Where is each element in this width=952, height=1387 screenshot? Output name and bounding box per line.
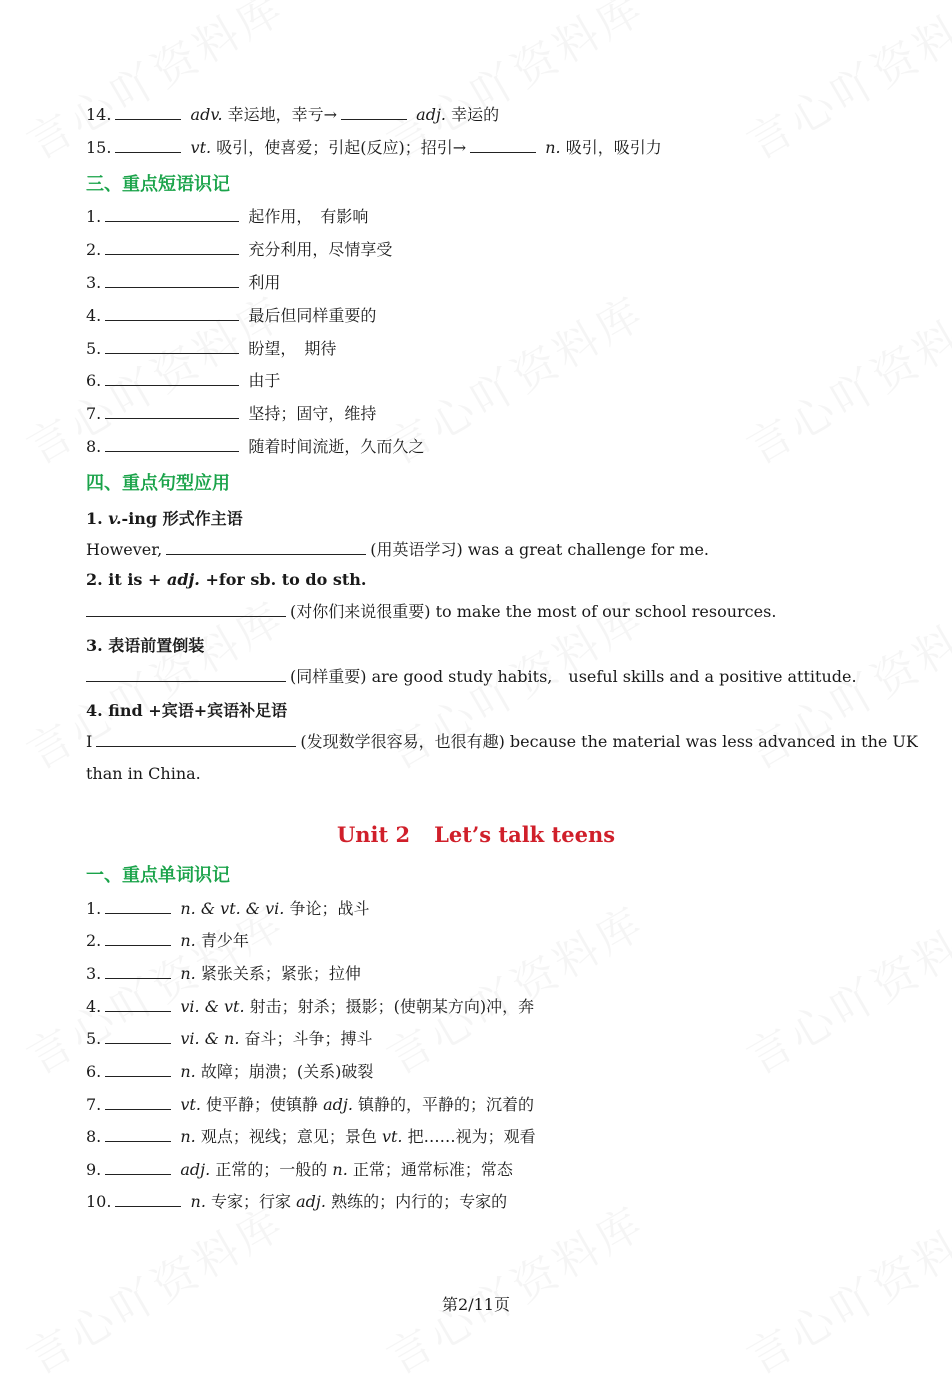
meaning: 坚持；固守，维持 [248,404,377,423]
answer-blank[interactable] [105,371,239,386]
section-heading-words: 一、重点单词识记 [86,865,230,886]
watermark [733,277,952,476]
vocab-item-14 [86,104,499,126]
meaning: 充分利用，尽情享受 [248,240,393,259]
watermark [733,1187,952,1386]
part-of-speech: adv. [190,105,223,124]
answer-blank[interactable] [105,997,171,1012]
phrase-item [86,206,368,228]
part-of-speech: vt. [190,138,212,157]
answer-blank[interactable] [115,1192,181,1207]
item-number: 8. [86,437,102,456]
answer-blank[interactable] [105,1160,171,1175]
part-of-speech: adj. [166,570,200,589]
meaning: 最后但同样重要的 [248,306,377,325]
word-item [86,898,369,920]
meaning: 把……视为；观看 [407,1127,536,1146]
part-of-speech: adj. [180,1160,211,1179]
item-number: 6. [86,371,102,390]
answer-blank[interactable] [341,105,407,120]
unit-name: Let’s talk teens [434,822,616,847]
answer-blank[interactable] [105,339,239,354]
watermark [733,0,952,172]
answer-blank[interactable] [105,931,171,946]
answer-blank[interactable] [115,138,181,153]
answer-blank[interactable] [86,667,286,682]
pattern-heading-3: 3. 表语前置倒装 [86,636,205,655]
item-number: 7. [86,404,102,423]
answer-blank[interactable] [96,732,296,747]
unit-title [0,822,952,847]
section-heading-phrases: 三、重点短语识记 [86,174,230,195]
item-number: 5. [86,339,102,358]
answer-blank[interactable] [115,105,181,120]
meaning: 幸运的 [451,105,500,124]
word-item [86,930,249,952]
meaning: 盼望， 期待 [248,339,337,358]
meaning: 故障；崩溃；(关系)破裂 [200,1062,374,1081]
part-of-speech: adj. [296,1192,326,1211]
page-number: 第2/11页 [442,1295,510,1314]
item-number: 4. [86,306,102,325]
word-item [86,1126,536,1148]
word-item [86,996,534,1018]
item-number: 2. [86,931,102,950]
answer-blank[interactable] [86,602,286,617]
item-number: 5. [86,1029,102,1048]
meaning: 射击；射杀；摄影；(使朝某方向)冲，奔 [249,997,535,1016]
meaning: 利用 [248,273,281,292]
pattern-sentence-4-cont: than in China. [86,764,201,783]
phrase-item [86,338,336,360]
part-of-speech: vi. & vt. [180,997,245,1016]
pattern-heading-4: 4. find +宾语+宾语补足语 [86,701,288,720]
item-number: 2. [86,240,102,259]
word-item [86,1028,373,1050]
meaning: 熟练的；内行的；专家的 [331,1192,508,1211]
answer-blank[interactable] [105,1127,171,1142]
watermark [733,887,952,1086]
item-number: 8. [86,1127,102,1146]
part-of-speech: vt. [381,1127,403,1146]
meaning: 镇静的，平静的；沉着的 [358,1095,535,1114]
meaning: 由于 [248,371,281,390]
part-of-speech: adj. [323,1095,353,1114]
part-of-speech: n. [190,1192,206,1211]
pattern-sentence-1 [86,539,709,561]
item-number: 4. [86,997,102,1016]
item-number: 1. [86,899,102,918]
answer-blank[interactable] [105,899,171,914]
item-number: 3. [86,964,102,983]
phrase-item [86,239,392,261]
answer-blank[interactable] [105,1095,171,1110]
word-item [86,1159,513,1181]
item-number: 1. [86,207,102,226]
pattern-desc: -ing 形式作主语 [121,509,243,528]
meaning: 起作用， 有影响 [248,207,369,226]
pattern-sentence-4 [86,731,918,753]
part-of-speech: vt. [180,1095,201,1114]
meaning: 正常的；一般的 [215,1160,328,1179]
meaning: 随着时间流逝，久而久之 [248,437,425,456]
meaning: 吸引，使喜爱；引起(反应)；招引→ [216,138,467,157]
vocab-item-15 [86,137,662,159]
phrase-item [86,272,280,294]
answer-blank[interactable] [105,404,239,419]
unit-number: Unit 2 [336,822,411,847]
answer-blank[interactable] [105,240,239,255]
word-item [86,1061,373,1083]
part-of-speech: n. [180,964,196,983]
pattern-sentence-2 [86,601,776,623]
part-of-speech: n. [180,931,196,950]
phrase-item [86,436,424,458]
answer-blank[interactable] [105,437,239,452]
meaning: 青少年 [200,931,249,950]
answer-blank[interactable] [105,1062,171,1077]
watermark [13,1187,294,1386]
pattern-heading-1 [86,506,243,529]
meaning: 使平静；使镇静 [206,1095,319,1114]
phrase-item [86,403,376,425]
answer-blank[interactable] [166,540,366,555]
part-of-speech: n. [180,1062,196,1081]
answer-blank[interactable] [105,306,239,321]
sentence-prefix: I [86,732,93,751]
word-item [86,963,361,985]
meaning: 争论；战斗 [289,899,370,918]
part-of-speech: vi. & n. [180,1029,240,1048]
meaning: 紧张关系；紧张；拉伸 [200,964,361,983]
item-number: 10. [86,1192,112,1211]
sentence-hint: (对你们来说很重要) to make the most of our school resources. [290,602,777,621]
pattern-heading-2 [86,570,366,589]
part-of-speech: n. & vt. & vi. [180,899,285,918]
meaning: 奋斗；斗争；搏斗 [244,1029,373,1048]
phrase-item [86,305,376,327]
answer-blank[interactable] [105,207,239,222]
part-of-speech: n. [332,1160,348,1179]
item-number: 14. [86,105,112,124]
item-number: 15. [86,138,112,157]
meaning: 吸引，吸引力 [565,138,662,157]
pattern-sentence-3 [86,666,857,688]
answer-blank[interactable] [470,138,536,153]
item-number: 9. [86,1160,102,1179]
sentence-hint: (用英语学习) was a great challenge for me. [370,540,710,559]
sentence-prefix: However, [86,540,163,559]
item-number: 6. [86,1062,102,1081]
part-of-speech: n. [180,1127,196,1146]
part-of-speech: adj. [416,105,446,124]
section-heading-sentences: 四、重点句型应用 [86,473,230,494]
pattern-desc: 2. it is + [86,570,162,589]
pattern-number: 1. [86,509,103,528]
part-of-speech: v. [108,509,122,528]
meaning: 幸运地，幸亏→ [227,105,338,124]
word-item [86,1094,534,1116]
meaning: 专家；行家 [211,1192,292,1211]
sentence-hint: (发现数学很容易，也很有趣) because the material was less advanced in the UK [300,732,918,751]
answer-blank[interactable] [105,273,239,288]
watermark [373,1187,654,1386]
word-item [86,1191,507,1213]
meaning: 观点；视线；意见；景色 [200,1127,377,1146]
pattern-desc: +for sb. to do sth. [205,570,367,589]
part-of-speech: n. [545,138,561,157]
item-number: 3. [86,273,102,292]
answer-blank[interactable] [105,964,171,979]
answer-blank[interactable] [105,1029,171,1044]
meaning: 正常；通常标准；常态 [352,1160,513,1179]
item-number: 7. [86,1095,102,1114]
watermark [373,887,654,1086]
sentence-hint: (同样重要) are good study habits, useful skills and a positive attitude. [290,667,857,686]
phrase-item [86,370,280,392]
